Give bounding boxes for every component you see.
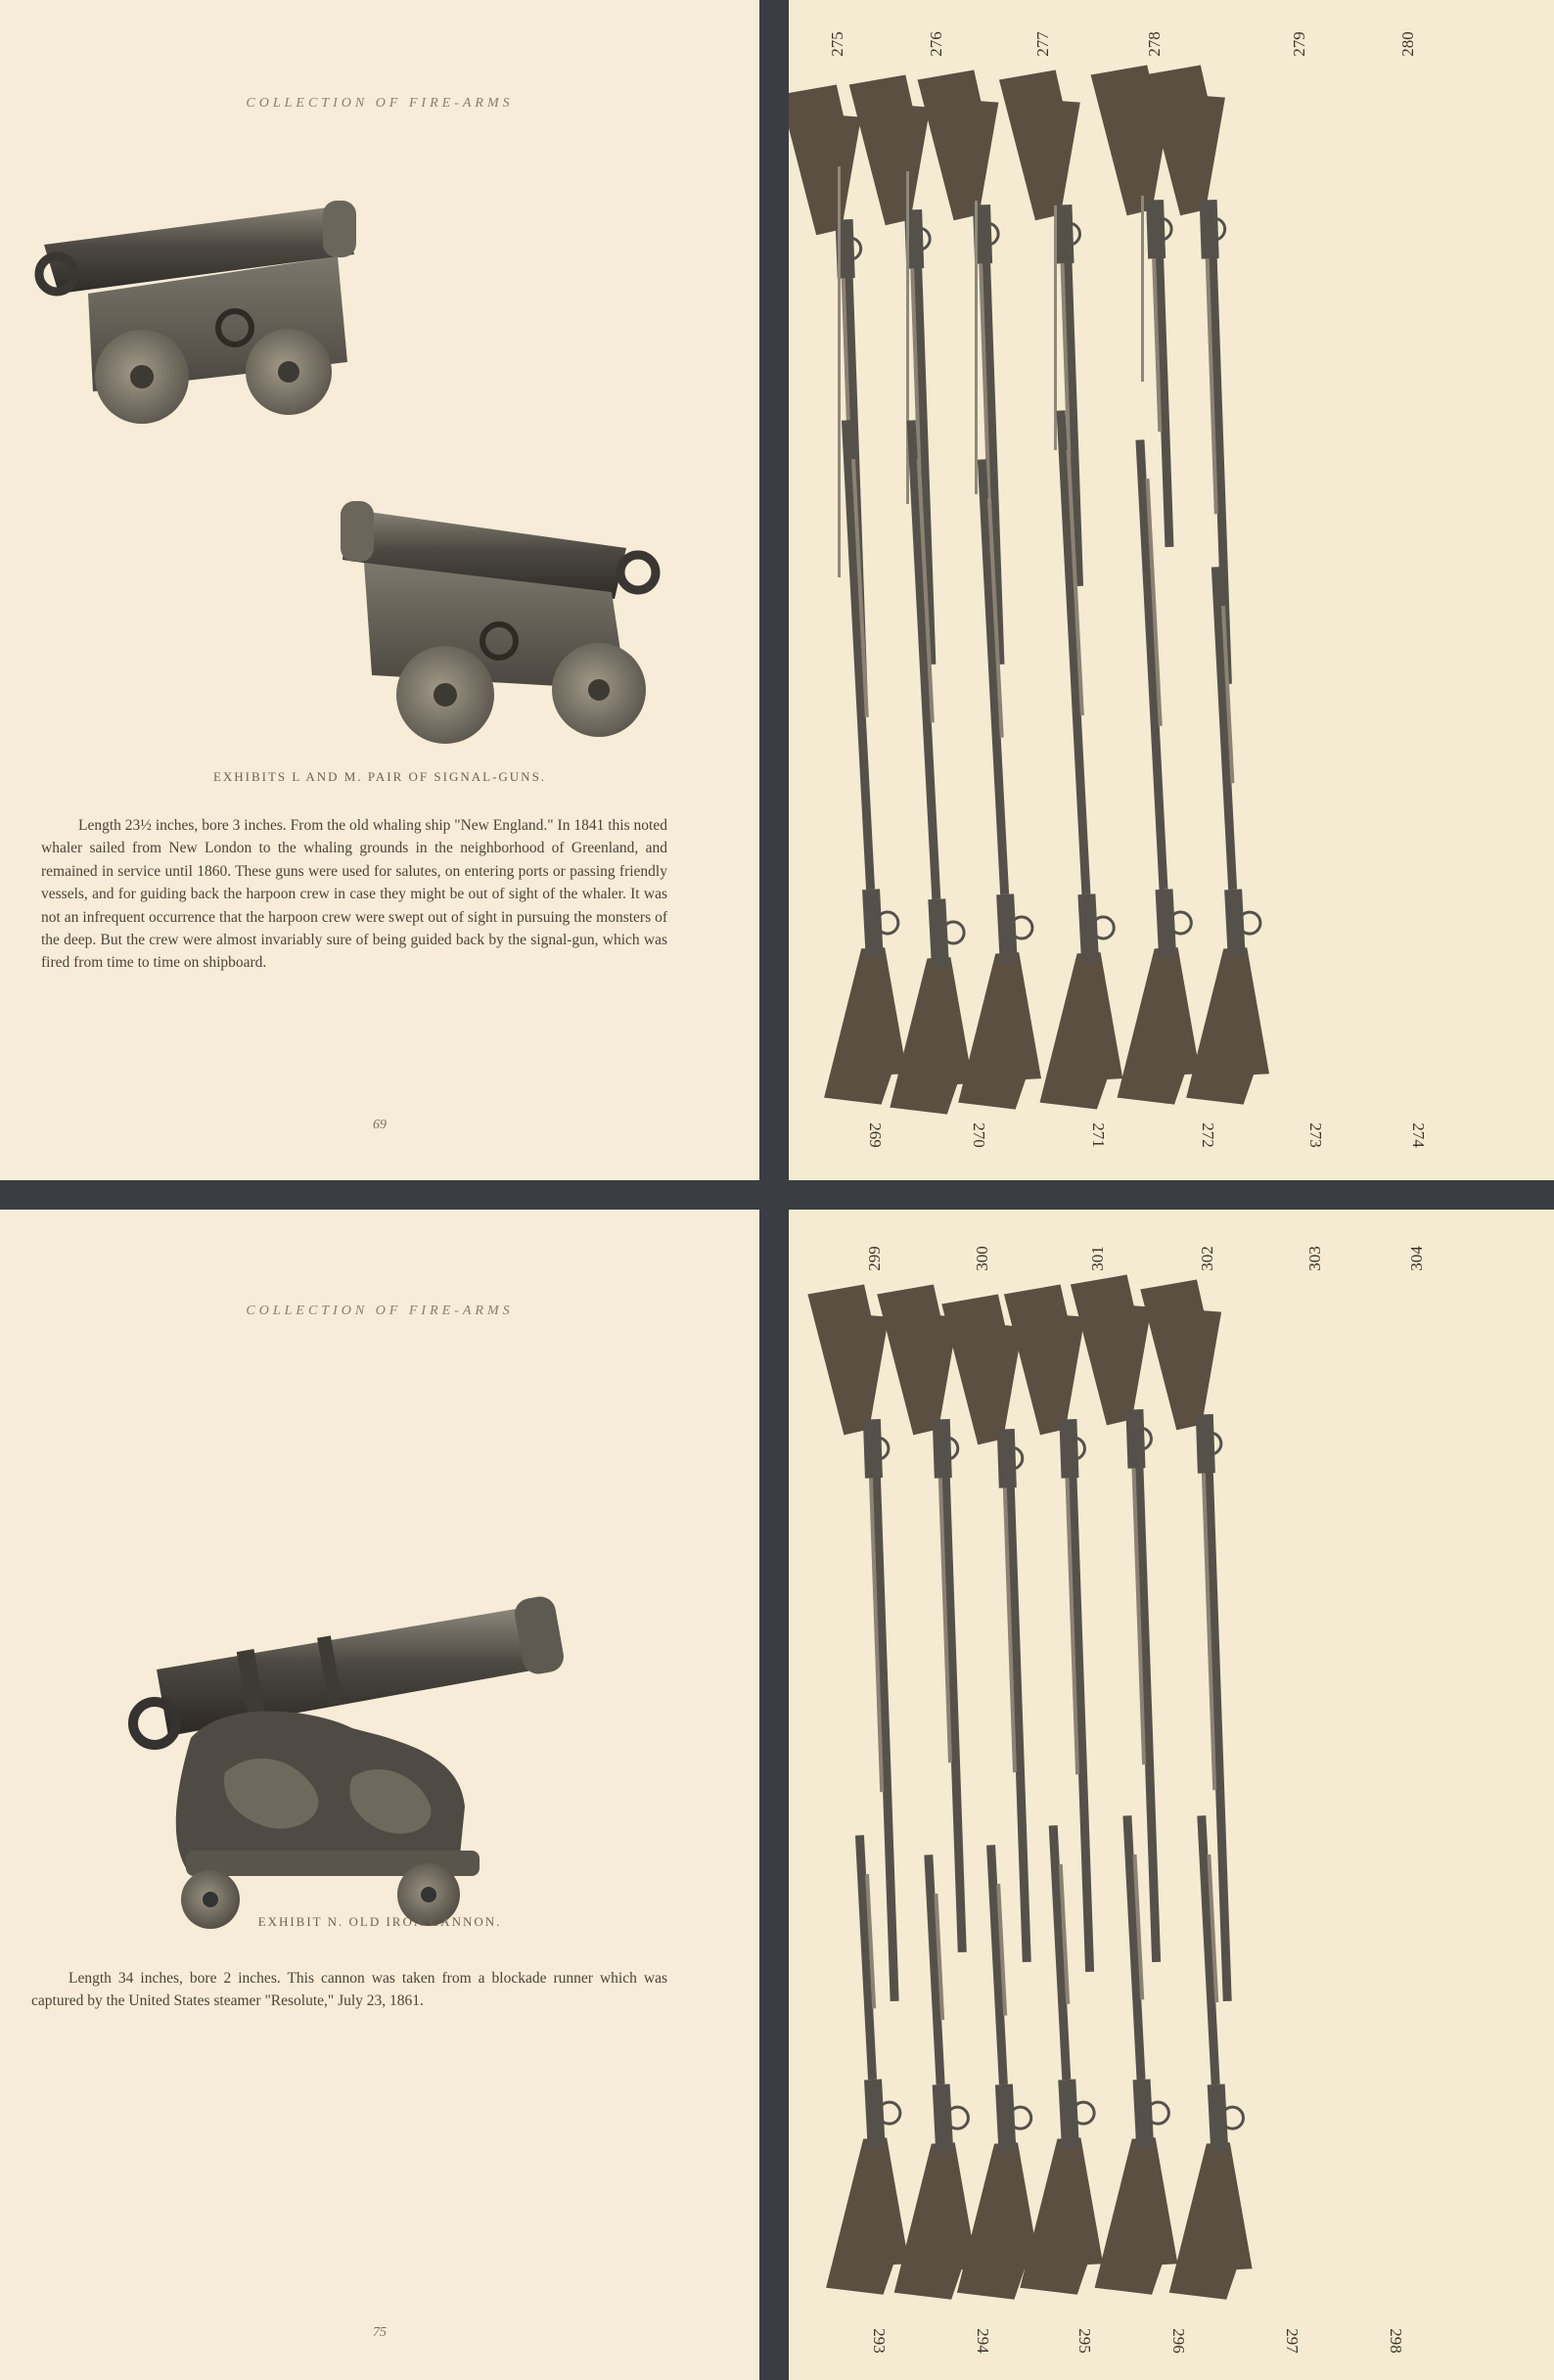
rifle-illustration bbox=[999, 69, 1097, 589]
rifles-illustration bbox=[789, 1210, 1554, 2380]
plate-number: 274 bbox=[1409, 1122, 1428, 1148]
rifles-illustration bbox=[789, 0, 1554, 1180]
plate-number: 277 bbox=[1033, 31, 1052, 57]
plate-number: 294 bbox=[974, 2328, 992, 2354]
signal-guns-illustration bbox=[0, 0, 759, 783]
plate-number: 276 bbox=[927, 31, 945, 57]
rifle-illustration bbox=[789, 419, 909, 1108]
iron-cannon bbox=[133, 1594, 566, 1929]
running-head: COLLECTION OF FIRE-ARMS bbox=[246, 1304, 514, 1318]
page-number: 69 bbox=[373, 1118, 387, 1132]
exhibit-caption: EXHIBIT N. OLD IRON CANNON. bbox=[257, 1914, 502, 1929]
plate-number: 299 bbox=[865, 1246, 884, 1271]
plate-number: 275 bbox=[828, 31, 846, 57]
plate-number: 296 bbox=[1169, 2328, 1188, 2354]
plate-number: 272 bbox=[1199, 1122, 1217, 1148]
rifle-illustration bbox=[789, 84, 882, 706]
running-head: COLLECTION OF FIRE-ARMS bbox=[246, 96, 514, 111]
plate-number: 279 bbox=[1290, 31, 1308, 57]
plate-number: 301 bbox=[1088, 1246, 1107, 1271]
plate-number: 298 bbox=[1387, 2328, 1405, 2354]
iron-cannon-illustration bbox=[0, 1210, 759, 1934]
plate-number: 300 bbox=[973, 1246, 991, 1271]
bayonet-icon bbox=[975, 201, 978, 494]
plate-number: 278 bbox=[1145, 31, 1164, 57]
catalog-page-signal-guns bbox=[0, 0, 759, 1180]
plate-number: 269 bbox=[866, 1122, 885, 1148]
plate-number: 271 bbox=[1089, 1122, 1108, 1148]
signal-gun-right bbox=[341, 501, 656, 744]
plate-number: 304 bbox=[1407, 1246, 1426, 1271]
rifle-plate-269-280 bbox=[789, 0, 1554, 1180]
exhibit-caption: EXHIBITS L AND M. PAIR OF SIGNAL-GUNS. bbox=[212, 769, 547, 784]
page-number: 75 bbox=[373, 2325, 387, 2340]
rifle-plate-293-304 bbox=[789, 1210, 1554, 2380]
plate-number: 295 bbox=[1075, 2328, 1094, 2354]
plate-number: 297 bbox=[1283, 2328, 1302, 2354]
plate-number: 303 bbox=[1305, 1246, 1324, 1271]
catalog-page-iron-cannon bbox=[0, 1210, 759, 2380]
plate-number: 273 bbox=[1306, 1122, 1325, 1148]
signal-gun-left bbox=[39, 201, 356, 424]
plate-number: 293 bbox=[870, 2328, 889, 2354]
exhibit-description: Length 23½ inches, bore 3 inches. From the old whaling ship "New England." In 1841 this noted whaler sailed from New London to the whaling grounds in the neighborhood of Greenland, and remained in service until 1860. These guns were used for salutes, on entering ports or passing friendly vessels, and for guiding back the harpoon crew in case they might be out of sight of the whaler. It was not an infrequent occurrence that the harpoon crew were swept out of sight in pursuing the monsters of the deep. But the crew were almost invariably sure of being guided back by the signal-gun, which was fired from time to time on shipboard. bbox=[41, 817, 667, 972]
exhibit-description: Length 34 inches, bore 2 inches. This cannon was taken from a blockade runner which was captured by the United States steamer "Resolute," July 23, 1861. bbox=[31, 1970, 667, 2010]
plate-number: 302 bbox=[1198, 1246, 1216, 1271]
plate-number: 280 bbox=[1398, 31, 1417, 57]
bayonet-icon bbox=[1054, 206, 1057, 450]
rifle-illustration bbox=[848, 74, 949, 666]
plate-number: 270 bbox=[970, 1122, 988, 1148]
bayonet-icon bbox=[838, 166, 841, 577]
bayonet-icon bbox=[1141, 196, 1144, 382]
